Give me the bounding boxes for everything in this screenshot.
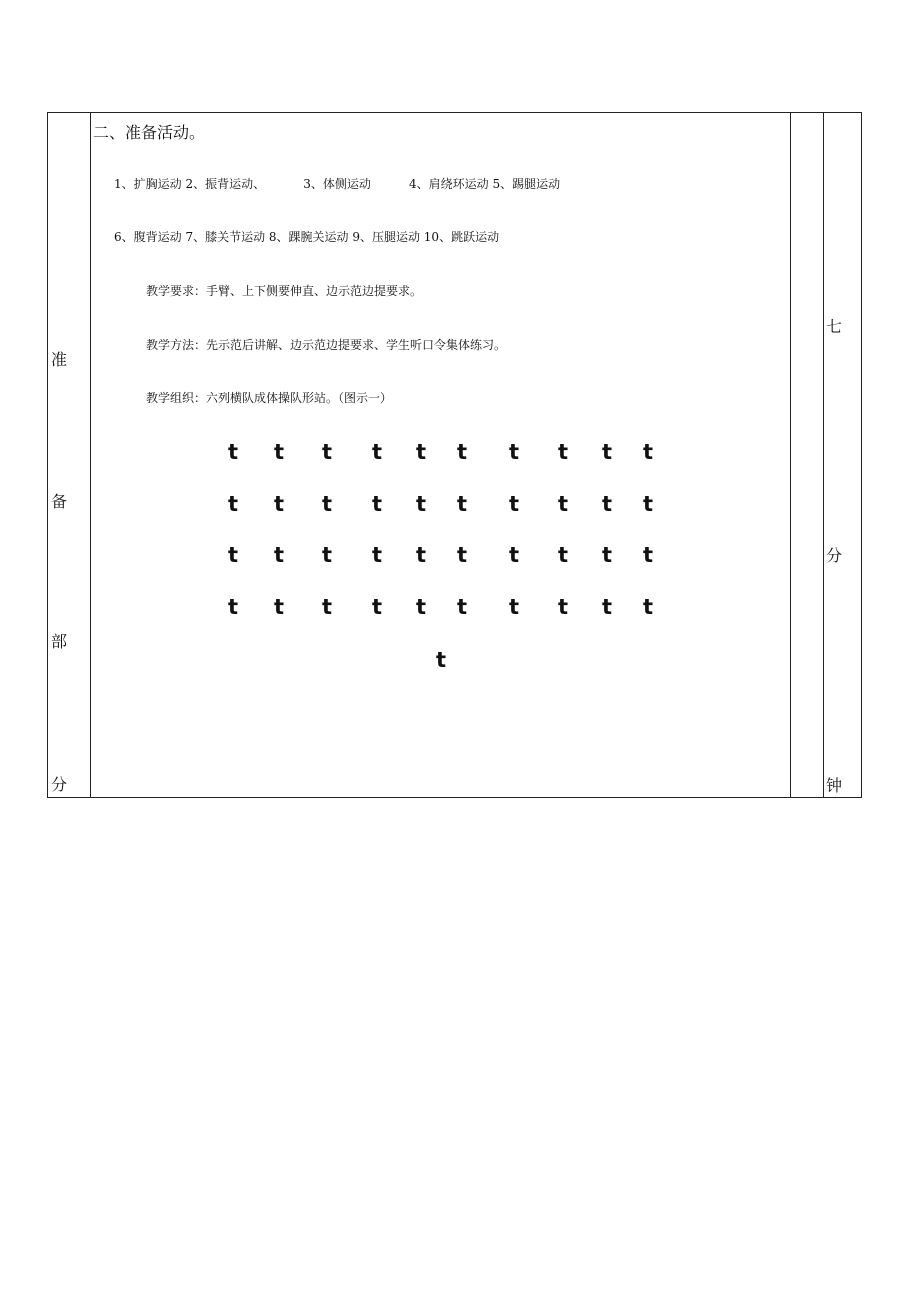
teaching-organization: 教学组织：六列横队成体操队形站。（图示一） [146, 391, 393, 405]
lesson-table [47, 112, 862, 798]
student-marker: t [228, 543, 239, 567]
student-marker: t [558, 492, 569, 516]
student-marker: t [372, 595, 383, 619]
student-marker: t [274, 543, 285, 567]
student-marker: t [228, 595, 239, 619]
duration-char: 分 [826, 546, 843, 565]
student-marker: t [457, 543, 468, 567]
student-marker: t [274, 492, 285, 516]
student-marker: t [509, 543, 520, 567]
student-marker: t [558, 543, 569, 567]
formation-diagram [48, 113, 861, 797]
student-marker: t [558, 595, 569, 619]
student-marker: t [228, 440, 239, 464]
section-label-char: 分 [51, 775, 68, 794]
duration-char: 七 [826, 317, 843, 336]
teaching-requirement: 教学要求：手臂、上下侧要伸直、边示范边提要求。 [146, 284, 423, 298]
section-heading: 二、准备活动。 [93, 123, 206, 142]
section-label-char: 备 [51, 492, 68, 511]
student-marker: t [643, 543, 654, 567]
student-marker: t [416, 543, 427, 567]
section-label-char: 准 [51, 350, 68, 369]
student-marker: t [602, 595, 613, 619]
teaching-method: 教学方法：先示范后讲解、边示范边提要求、学生听口令集体练习。 [146, 338, 507, 352]
student-marker: t [322, 543, 333, 567]
section-label-char: 部 [51, 632, 68, 651]
student-marker: t [457, 440, 468, 464]
student-marker: t [602, 492, 613, 516]
student-marker: t [643, 492, 654, 516]
exercise-list-line: 6、腹背运动 7、膝关节运动 8、踝腕关运动 9、压腿运动 10、跳跃运动 [114, 230, 500, 244]
student-marker: t [643, 595, 654, 619]
student-marker: t [457, 595, 468, 619]
student-marker: t [509, 440, 520, 464]
student-marker: t [509, 595, 520, 619]
student-marker: t [416, 492, 427, 516]
student-marker: t [372, 543, 383, 567]
student-marker: t [643, 440, 654, 464]
student-marker: t [602, 440, 613, 464]
student-marker: t [416, 440, 427, 464]
student-marker: t [509, 492, 520, 516]
student-marker: t [457, 492, 468, 516]
student-marker: t [558, 440, 569, 464]
student-marker: t [416, 595, 427, 619]
student-marker: t [602, 543, 613, 567]
student-marker: t [372, 492, 383, 516]
teacher-marker: t [436, 648, 447, 672]
exercise-list-line: 1、扩胸运动 2、振背运动、 3、体侧运动 4、肩绕环运动 5、踢腿运动 [114, 177, 561, 191]
duration-char: 钟 [826, 776, 843, 795]
student-marker: t [322, 440, 333, 464]
student-marker: t [322, 492, 333, 516]
student-marker: t [322, 595, 333, 619]
student-marker: t [274, 595, 285, 619]
student-marker: t [372, 440, 383, 464]
student-marker: t [274, 440, 285, 464]
student-marker: t [228, 492, 239, 516]
